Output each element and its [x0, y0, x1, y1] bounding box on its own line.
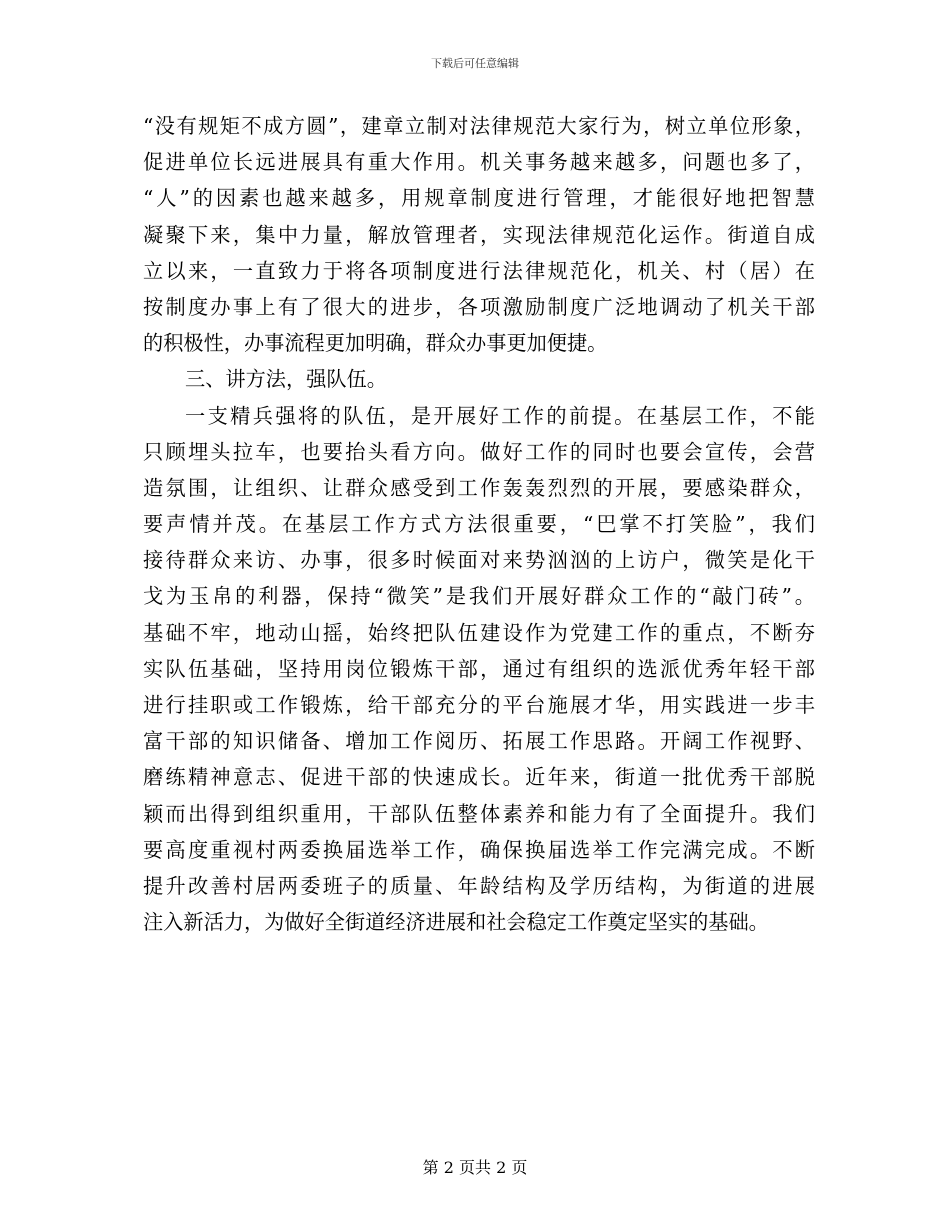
- body-line: 一支精兵强将的队伍，是开展好工作的前提。在基层工作，不能: [185, 403, 815, 428]
- body-line: 颖而出得到组织重用，干部队伍整体素养和能力有了全面提升。我们: [143, 801, 815, 826]
- body-line: 戈为玉帛的利器，保持“微笑”是我们开展好群众工作的“敲门砖”。: [143, 584, 815, 609]
- page-header-note: 下载后可任意编辑: [431, 57, 519, 70]
- body-line: 要高度重视村两委换届选举工作，确保换届选举工作完满完成。不断: [143, 837, 815, 862]
- document-body: [143, 108, 815, 940]
- body-line: 接待群众来访、办事，很多时候面对来势汹汹的上访户，微笑是化干: [143, 548, 815, 573]
- body-line: 实队伍基础，坚持用岗位锻炼干部，通过有组织的选派优秀年轻干部: [143, 656, 815, 681]
- body-line: 的积极性，办事流程更加明确，群众办事更加便捷。: [143, 331, 608, 356]
- body-line: 只顾埋头拉车，也要抬头看方向。做好工作的同时也要会宣传，会营: [143, 439, 815, 464]
- body-line: “没有规矩不成方圆”，建章立制对法律规范大家行为，树立单位形象，: [143, 114, 815, 138]
- body-line: 造氛围，让组织、让群众感受到工作轰轰烈烈的开展，要感染群众，: [143, 475, 815, 500]
- body-line: 提升改善村居两委班子的质量、年龄结构及学历结构，为街道的进展: [143, 873, 815, 898]
- body-line: 凝聚下来，集中力量，解放管理者，实现法律规范化运作。街道自成: [143, 222, 815, 247]
- body-line: 进行挂职或工作锻炼，给干部充分的平台施展才华，用实践进一步丰: [143, 693, 815, 717]
- page-number: 第 2 页共 2 页: [422, 1158, 528, 1177]
- body-line: 要声情并茂。在基层工作方式方法很重要，“巴掌不打笑脸”，我们: [143, 512, 815, 537]
- body-line: 富干部的知识储备、增加工作阅历、拓展工作思路。开阔工作视野、: [143, 729, 815, 754]
- body-line: 注入新活力，为做好全街道经济进展和社会稳定工作奠定坚实的基础。: [143, 910, 769, 935]
- body-line: 磨练精神意志、促进干部的快速成长。近年来，街道一批优秀干部脱: [143, 765, 815, 790]
- body-line: “人”的因素也越来越多，用规章制度进行管理，才能很好地把智慧: [143, 186, 815, 211]
- body-line: 按制度办事上有了很大的进步，各项激励制度广泛地调动了机关干部: [143, 294, 815, 319]
- body-line: 基础不牢，地动山摇，始终把队伍建设作为党建工作的重点，不断夯: [143, 620, 815, 645]
- section-heading: 三、讲方法，强队伍。: [185, 367, 387, 392]
- body-line: 促进单位长远进展具有重大作用。机关事务越来越多，问题也多了，: [143, 150, 815, 175]
- body-line: 立以来，一直致力于将各项制度进行法律规范化，机关、村（居）在: [143, 258, 815, 283]
